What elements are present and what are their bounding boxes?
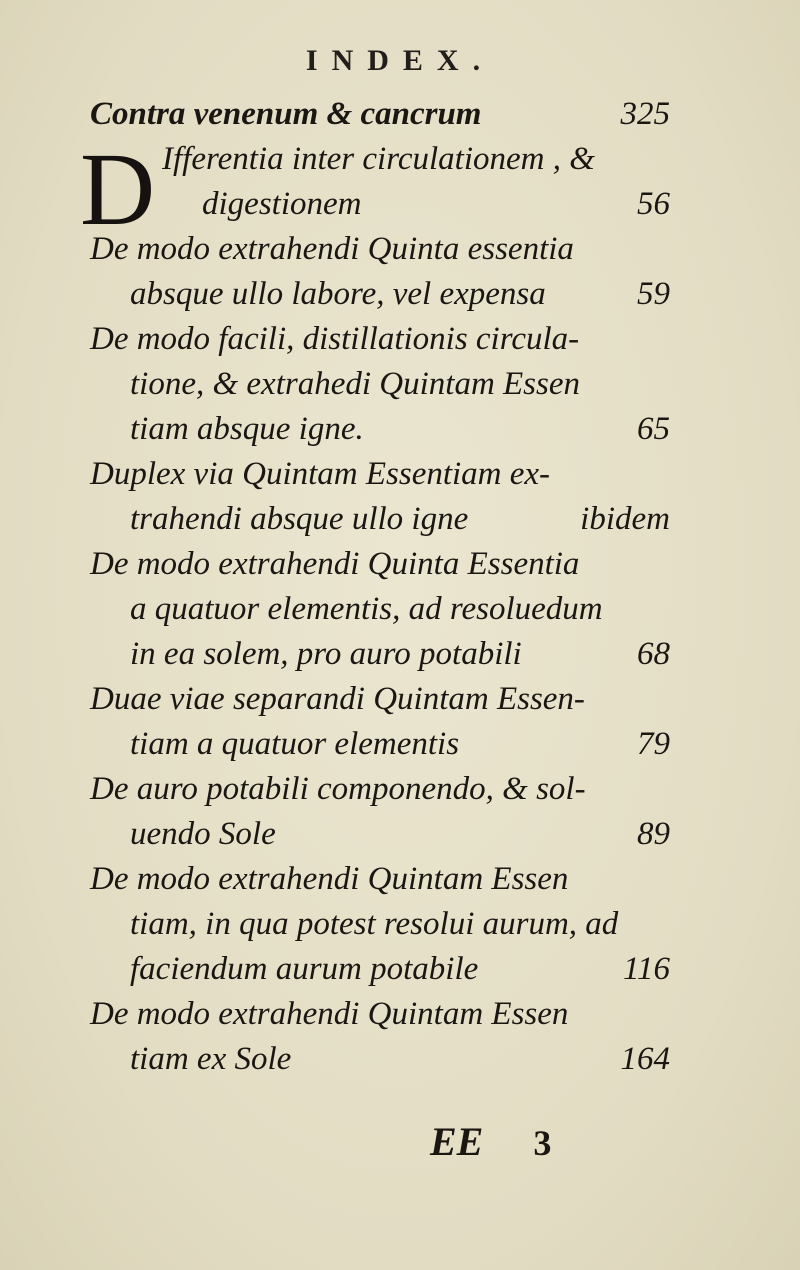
page-header: INDEX. <box>305 44 495 77</box>
entry-line: tiam, in qua potest resolui aurum, ad <box>130 906 619 942</box>
entry-line: tiam ex Sole <box>130 1041 292 1077</box>
entry-line: De modo extrahendi Quinta Essentia <box>90 546 580 582</box>
entry-line: faciendum aurum potabile <box>130 951 479 987</box>
entry-page-number: 56 <box>637 186 670 222</box>
entry-page-number: 89 <box>637 816 670 852</box>
entry-line: Duae viae separandi Quintam Essen- <box>90 681 585 717</box>
entry-line: tione, & extrahedi Quintam Essen <box>130 366 581 402</box>
index-entry <box>90 542 670 677</box>
entry-line: De modo extrahendi Quintam Essen <box>90 861 569 897</box>
entry-line: Duplex via Quintam Essentiam ex- <box>90 456 551 492</box>
entry-line: tiam a quatuor elementis <box>130 726 460 762</box>
entry-line: uendo Sole <box>130 816 276 852</box>
entry-page-number: 116 <box>622 951 670 987</box>
entry-line: De modo facili, distillationis circula- <box>90 321 580 357</box>
index-entry <box>90 92 670 137</box>
index-entry <box>90 227 670 317</box>
entry-line: Contra venenum & cancrum <box>90 96 482 132</box>
entry-page-number: 65 <box>637 411 670 447</box>
entry-line: in ea solem, pro auro potabili <box>130 636 522 672</box>
signature-letters: EE <box>430 1119 484 1164</box>
index-entry <box>90 767 670 857</box>
entry-line: absque ullo labore, vel expensa <box>130 276 546 312</box>
entry-line: De modo extrahendi Quinta essentia <box>90 231 574 267</box>
index-entry <box>90 452 670 542</box>
entry-line: De auro potabili componendo, & sol- <box>90 771 586 807</box>
entry-page-number: 325 <box>620 96 670 132</box>
entry-page-number: 68 <box>637 636 670 672</box>
entry-line: Ifferentia inter circulationem , & <box>162 141 595 177</box>
drop-cap: D <box>80 132 156 247</box>
entry-page-number: 164 <box>620 1041 670 1077</box>
entry-page-number: 79 <box>637 726 670 762</box>
signature-number: 3 <box>533 1123 552 1163</box>
entry-line: De modo extrahendi Quintam Essen <box>90 996 569 1032</box>
entry-line: trahendi absque ullo igne <box>130 501 469 537</box>
index-entry <box>90 317 670 452</box>
entry-page-number: ibidem <box>580 501 670 537</box>
entry-page-number: 59 <box>637 276 670 312</box>
index-entry-dropcap <box>80 132 670 247</box>
index-entry <box>90 857 670 992</box>
entry-line: a quatuor elementis, ad resoluedum <box>130 591 603 627</box>
entry-line: digestionem <box>202 186 362 222</box>
index-entries <box>80 92 670 1082</box>
index-entry <box>90 677 670 767</box>
entry-line: tiam absque igne. <box>130 411 364 447</box>
index-entry <box>90 992 670 1082</box>
signature-mark <box>430 1118 551 1165</box>
